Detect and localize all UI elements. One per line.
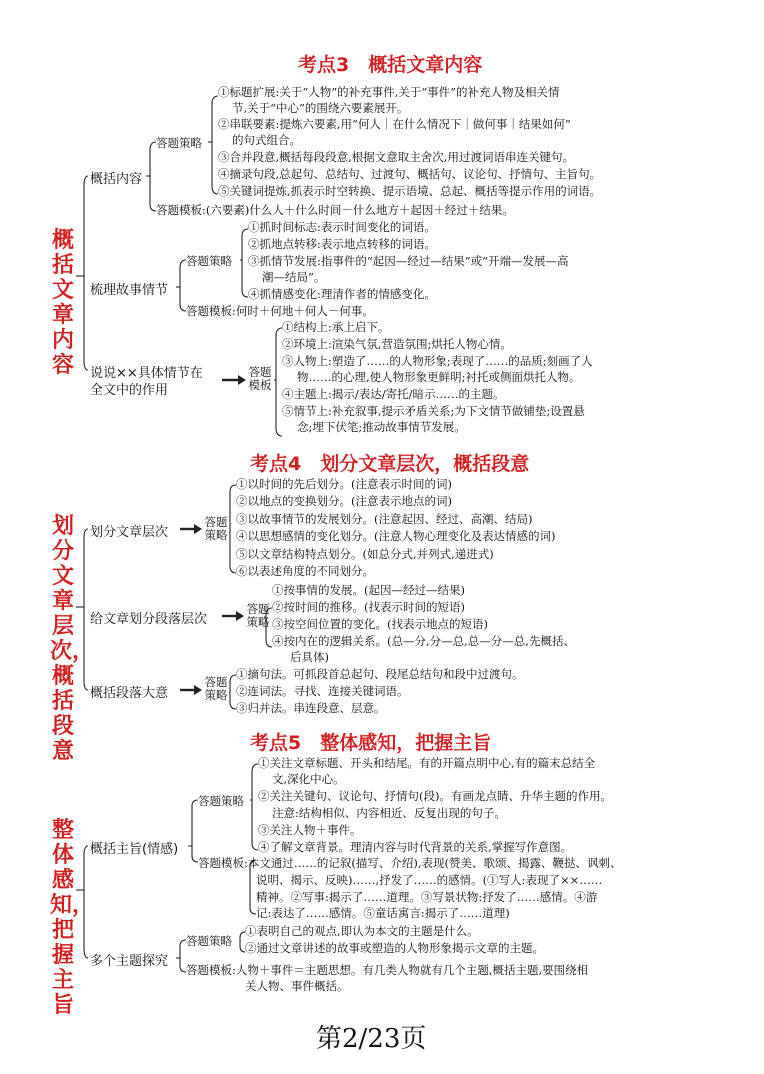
list-item: ①表明自己的观点,即认为本文的主题是什么。: [245, 924, 479, 938]
list-item: ④以思想感情的变化划分。(注意人物心理变化及表达情感的词): [236, 529, 556, 543]
list-item: ③合并段意,概括每段段意,根据文意取主舍次,用过渡词语串连关键句。: [218, 150, 574, 164]
label-strategy: 答题策略: [186, 254, 232, 268]
list-item: ⑤情节上:补充叙事,提示矛盾关系;为下文情节做铺垫;设置悬: [282, 404, 585, 418]
node-multi-theme: 多个主题探究: [90, 954, 169, 969]
list-item: ⑤关键词提炼,抓表示时空转换、提示语境、总起、概括等提示作用的词语。: [218, 184, 602, 198]
list-item: ②环境上:渲染气氛,营造氛围;烘托人物心情。: [282, 337, 512, 351]
template-line: 关人物、事件概括。: [245, 979, 349, 993]
list-item: ①以时间的先后划分。(注意表示时间的词): [236, 477, 452, 491]
label-strategy: 答题策略: [204, 675, 228, 702]
node-plot-sorting: 梳理故事情节: [90, 283, 169, 298]
template-line: 答题模板:本文通过……的记叙(描写、介绍),表现(赞美、歌颂、揭露、鞭挞、讽刺、: [198, 856, 622, 870]
side-title-3: 整体感知，把握主旨: [50, 818, 95, 1018]
node-theme-emotion: 概括主旨(情感): [90, 842, 179, 857]
list-item: ③关注人物＋事件。: [258, 823, 362, 837]
list-item: ①抓时间标志:表示时间变化的词语。: [248, 220, 436, 234]
list-item: ②关注关键句、议论句、抒情句(段)。有画龙点睛、升华主题的作用。: [258, 789, 612, 803]
list-item: ①按事情的发展。(起因—经过—结果): [272, 583, 465, 597]
s1-trunk: [84, 176, 88, 370]
list-item: ①摘句法。可抓段首总起句、段尾总结句和段中过渡句。: [236, 667, 524, 681]
list-item: ⑥以表述角度的不同划分。: [236, 564, 374, 578]
label-template: 答题模板: [248, 365, 272, 392]
list-item: ②以地点的变换划分。(注意表示地点的词): [236, 494, 452, 508]
label-strategy: 答题策略: [246, 602, 270, 629]
label-strategy: 答题策略: [156, 136, 202, 150]
list-item: ⑤以文章结构特点划分。(如总分式,并列式,递进式): [236, 547, 494, 561]
list-item: ④抓情感变化:理清作者的情感变化。: [248, 287, 436, 301]
list-item: ②抓地点转移:表示地点转移的词语。: [248, 237, 436, 251]
page-indicator: 第2/23页: [316, 1024, 427, 1054]
node-paragraph-layers: 给文章划分段落层次: [90, 612, 208, 627]
list-item: ③抓情节发展:指事件的“起因—经过—结果”或“开端—发展—高: [248, 254, 569, 268]
list-item: ②串联要素:提炼六要素,用“何人｜在什么情况下｜做何事｜结果如何”: [218, 117, 571, 131]
label-strategy: 答题策略: [186, 934, 232, 948]
section-title-4: 考点4 划分文章层次，概括段意: [250, 453, 530, 475]
list-item: ④了解文章背景。理清内容与时代背景的关系,掌握写作意图。: [258, 840, 573, 854]
list-item: 潮—结局”。: [262, 270, 326, 284]
list-item: ④摘录句段,总起句、总结句、过渡句、概括句、议论句、抒情句、主旨句。: [218, 167, 602, 181]
list-item: 后具体): [290, 650, 329, 664]
side-title-1: 概括文章内容: [51, 228, 74, 378]
node-paragraph-main-idea: 概括段落大意: [90, 686, 169, 701]
list-item: ④按内在的逻辑关系。(总—分,分—总,总—分—总,先概括、: [272, 634, 575, 648]
list-item: 节,关于“中心”的围绕六要素展开。: [232, 101, 409, 115]
template-line: 记:表达了……感情。⑤童话寓言:揭示了……道理): [256, 906, 510, 920]
list-item: ③归并法。串连段意、层意。: [236, 701, 386, 715]
template-line: 答题模板:(六要素)什么人＋什么时间－什么地方＋起因＋经过＋结果。: [156, 203, 514, 217]
label-strategy: 答题策略: [198, 794, 244, 808]
template-line: 说明、揭示、反映)……,抒发了……的感情。(①写人:表现了××……: [256, 873, 603, 887]
node-summarize-content: 概括内容: [90, 172, 143, 187]
section-title-5: 考点5 整体感知，把握主旨: [250, 732, 492, 754]
list-item: ④主题上:揭示/表达/寄托/暗示……的主题。: [282, 387, 505, 401]
list-item: 的句式组合。: [232, 133, 301, 147]
template-line: 答题模板:人物＋事件＝主题思想。有几类人物就有几个主题,概括主题,要围绕相: [186, 963, 589, 977]
template-line: 答题模板:何时＋何地＋何人－何事。: [186, 304, 374, 318]
label-strategy: 答题策略: [204, 515, 228, 542]
list-item: ③按空间位置的变化。(找表示地点的短语): [272, 617, 488, 631]
node-plot-function-1: 说说××具体情节在: [90, 366, 203, 381]
list-item: ②按时间的推移。(找表示时间的短语): [272, 600, 465, 614]
list-item: 物……的心理,使人物形象更鲜明;衬托或侧面烘托人物。: [297, 370, 581, 384]
list-item: 注意:结构相似、内容相近、反复出现的句子。: [272, 806, 506, 820]
list-item: 文,深化中心。: [272, 772, 345, 786]
list-item: ②通过文章讲述的故事或塑造的人物形象揭示文章的主题。: [245, 941, 544, 955]
template-line: 精神。②写事:揭示了……道理。③写景状物:抒发了……感情。④游: [256, 890, 598, 904]
section-title-3: 考点3 概括文章内容: [298, 54, 483, 76]
list-item: ③人物上:塑造了……的人物形象;表现了……的品质;刻画了人: [282, 354, 593, 368]
list-item: ①结构上:承上启下。: [282, 320, 390, 334]
list-item: ③以故事情节的发展划分。(注意起因、经过、高潮、结局): [236, 512, 533, 526]
node-plot-function-2: 全文中的作用: [90, 383, 169, 398]
list-item: ①标题扩展:关于“人物”的补充事件,关于“事件”的补充人物及相关情: [218, 85, 560, 99]
side-title-2: 划分文章层次，概括段意: [50, 514, 95, 764]
list-item: 念;埋下伏笔;推动故事情节发展。: [297, 420, 466, 434]
node-divide-layers: 划分文章层次: [90, 525, 169, 540]
list-item: ①关注文章标题、开头和结尾。有的开篇点明中心,有的篇末总结全: [258, 756, 596, 770]
list-item: ②连词法。寻找、连接关键词语。: [236, 684, 409, 698]
